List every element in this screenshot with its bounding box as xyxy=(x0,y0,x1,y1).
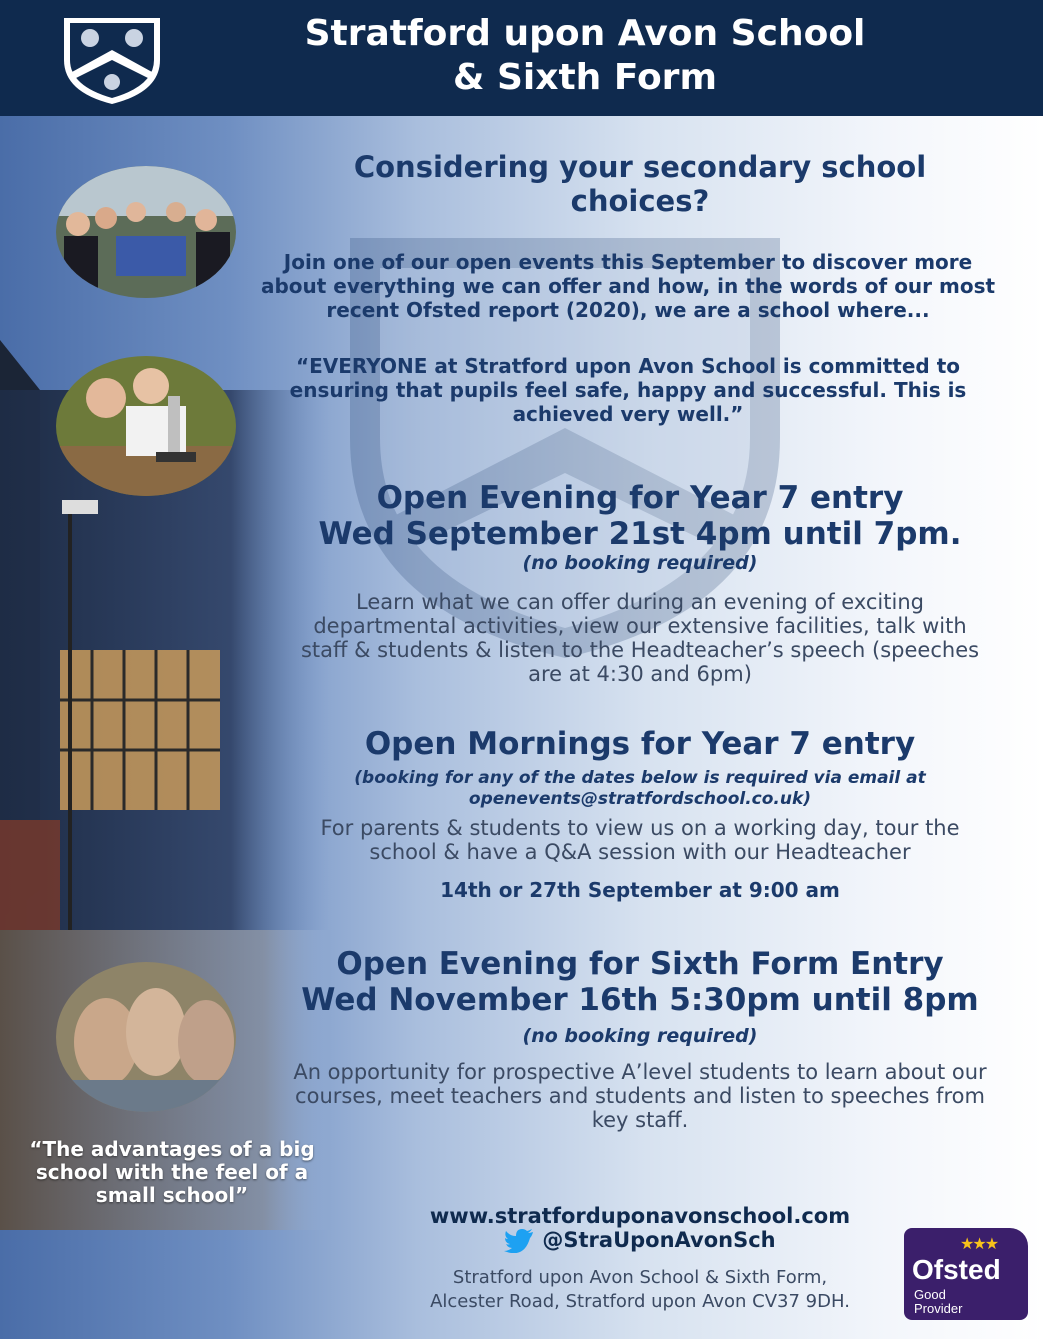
ofsted-grade-line2: Provider xyxy=(914,1301,963,1316)
ofsted-word: Ofsted xyxy=(912,1254,1001,1285)
event1-title-line2: Wed September 21st 4pm until 7pm. xyxy=(318,516,962,552)
ofsted-quote: “EVERYONE at Stratford upon Avon School is committed to ensuring that pupils feel safe, happy and successful. This is achieved very well.” xyxy=(289,354,967,426)
event2-title: Open Mornings for Year 7 entry xyxy=(364,726,916,762)
school-crest-icon xyxy=(58,14,166,106)
event2-description: For parents & students to view us on a working day, tour the school & have a Q&A session with our Headteacher xyxy=(320,816,960,864)
students-photo xyxy=(56,166,236,298)
ofsted-badge xyxy=(904,1228,1028,1320)
event1-title-line1: Open Evening for Year 7 entry xyxy=(376,480,904,516)
microscope-photo xyxy=(56,356,236,496)
event3-title-line1: Open Evening for Sixth Form Entry xyxy=(336,946,944,982)
event3-note: (no booking required) xyxy=(522,1025,758,1047)
event2-dates: 14th or 27th September at 9:00 am xyxy=(440,878,840,902)
event1-title xyxy=(250,480,1030,552)
twitter-handle-text: @StraUponAvonSch xyxy=(542,1228,776,1252)
event1-description: Learn what we can offer during an evening of exciting departmental activities, view our extensive facilities, talk with staff & students & listen to the Headteacher’s speech (speeches are at 4:30 and 6pm) xyxy=(300,590,980,686)
twitter-handle[interactable] xyxy=(330,1228,950,1253)
side-quote: “The advantages of a big school with the feel of a small school” xyxy=(29,1137,315,1207)
event3-title-line2: Wed November 16th 5:30pm until 8pm xyxy=(301,982,979,1018)
address xyxy=(330,1266,950,1314)
event3-description: An opportunity for prospective A’level students to learn about our courses, meet teachers and students and listen to speeches from key staff. xyxy=(293,1060,987,1132)
intro-body: Join one of our open events this September to discover more about everything we can offer and how, in the words of our most recent Ofsted report (2020), we are a school where... xyxy=(260,250,996,322)
header-banner xyxy=(0,0,1043,116)
address-line2: Alcester Road, Stratford upon Avon CV37 9DH. xyxy=(430,1291,850,1312)
address-line1: Stratford upon Avon School & Sixth Form, xyxy=(452,1267,828,1288)
ofsted-stars-icon: ★★★ xyxy=(960,1236,998,1253)
event2-note: (booking for any of the dates below is required via email at openevents@stratfordschool.co.uk) xyxy=(354,768,926,809)
event3-title xyxy=(250,946,1030,1018)
twitter-bird-icon xyxy=(504,1229,534,1253)
artwork-photo xyxy=(56,962,236,1112)
website-link[interactable]: www.stratforduponavonschool.com xyxy=(429,1204,851,1228)
ofsted-grade-line1: Good xyxy=(914,1287,946,1302)
event1-note: (no booking required) xyxy=(522,552,758,574)
school-name-line2: & Sixth Form xyxy=(453,57,717,98)
ofsted-grade xyxy=(914,1288,962,1316)
intro-title: Considering your secondary school choices? xyxy=(353,150,927,218)
school-name xyxy=(280,12,890,100)
school-name-line1: Stratford upon Avon School xyxy=(304,13,866,54)
